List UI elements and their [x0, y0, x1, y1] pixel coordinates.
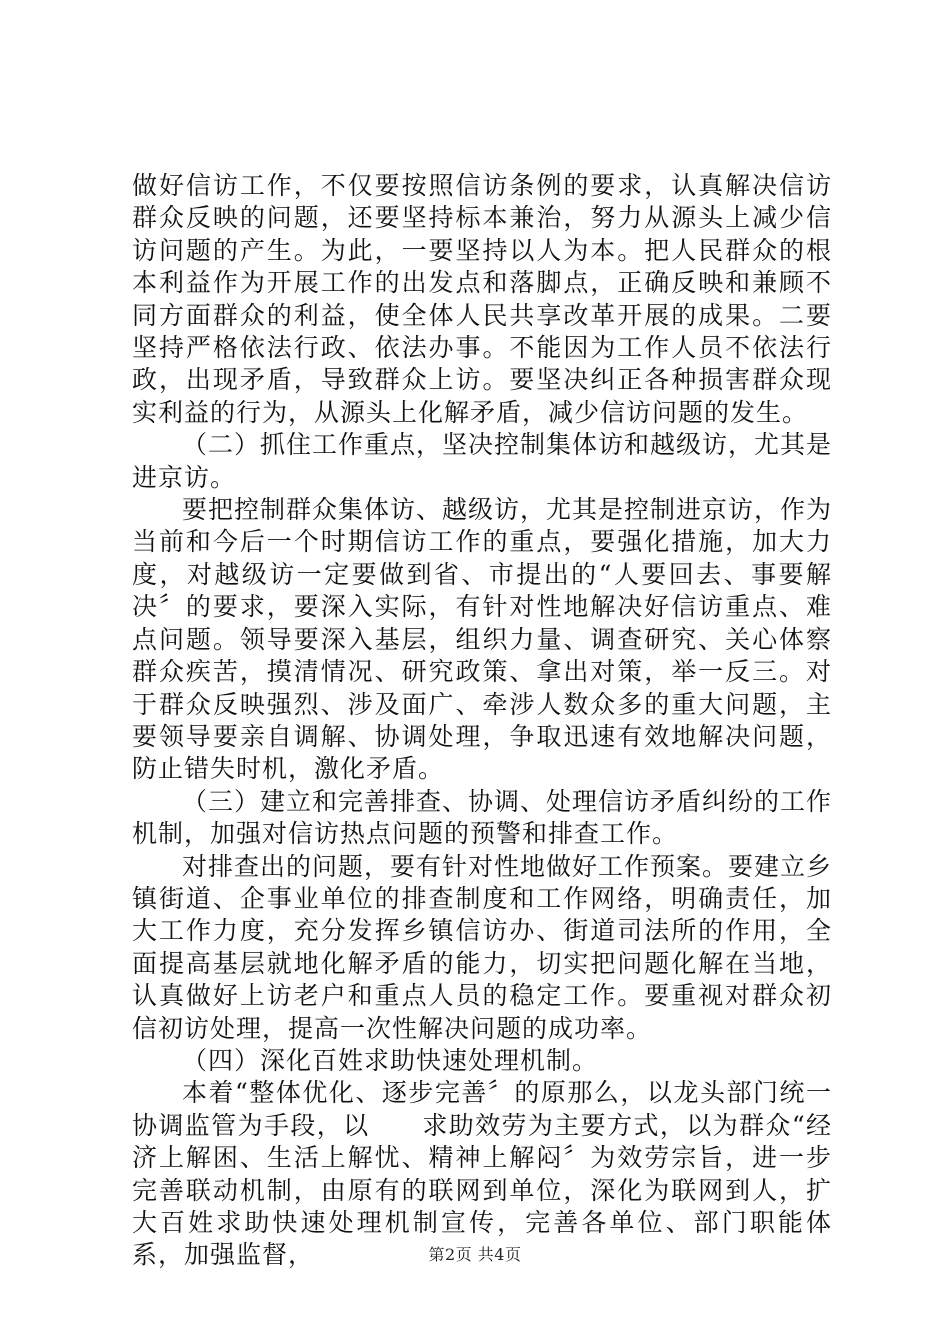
paragraph-section-2: 要把控制群众集体访、越级访，尤其是控制进京访，作为当前和今后一个时期信访工作的重点，要强化措施，加大力度，对越级访一定要做到省、市提出的“人要回去、事要解决〞的要求，要深入实际，有针对性地解决好信访重点、难点问题。领导要深入基层，组织力量、调查研究、关心体察群众疾苦，摸清情况、研究政策、拿出对策，举一反三。对于群众反映强烈、涉及面广、牵涉人数众多的重大问题，主要领导要亲自调解、协调处理，争取迅速有效地解决问题，防止错失时机，激化矛盾。 [132, 495, 833, 784]
paragraph-intro: 做好信访工作，不仅要按照信访条例的要求，认真解决信访群众反映的问题，还要坚持标本兼治，努力从源头上减少信访问题的产生。为此，一要坚持以人为本。把人民群众的根本利益作为开展工作的出发点和落脚点，正确反映和兼顾不同方面群众的利益，使全体人民共享改革开展的成果。二要坚持严格依法行政、依法办事。不能因为工作人员不依法行政，出现矛盾，导致群众上访。要坚决纠正各种损害群众现实利益的行为，从源头上化解矛盾，减少信访问题的发生。 [132, 171, 832, 427]
page-footer: 第2页 共4页 [428, 1245, 522, 1264]
section-heading-2: （二）抓住工作重点，坚决控制集体访和越级访，尤其是进京访。 [132, 430, 833, 492]
section-heading-4: （四）深化百姓求助快速处理机制。 [182, 1045, 599, 1075]
paragraph-section-3: 对排查出的问题，要有针对性地做好工作预案。要建立乡镇街道、企事业单位的排查制度和工作网络，明确责任，加大工作力度，充分发挥乡镇信访办、街道司法所的作用，全面提高基层就地化解矛盾的能力，切实把问题化解在当地，认真做好上访老户和重点人员的稳定工作。要重视对群众初信初访处理，提高一次性解决问题的成功率。 [132, 851, 833, 1043]
document-body [132, 170, 832, 1272]
paragraph-section-4: 本着“整体优化、逐步完善〞的原那么，以龙头部门统一协调监管为手段，以 求助效劳为主要方式，以为群众“经济上解困、生活上解忧、精神上解闷〞为效劳宗旨，进一步完善联动机制，由原有的联网到单位，深化为联网到人，扩大百姓求助快速处理机制宣传，完善各单位、部门职能体系，加强监督， [132, 1078, 832, 1270]
section-heading-3: （三）建立和完善排查、协调、处理信访矛盾纠纷的工作机制，加强对信访热点问题的预警和排查工作。 [132, 786, 833, 849]
